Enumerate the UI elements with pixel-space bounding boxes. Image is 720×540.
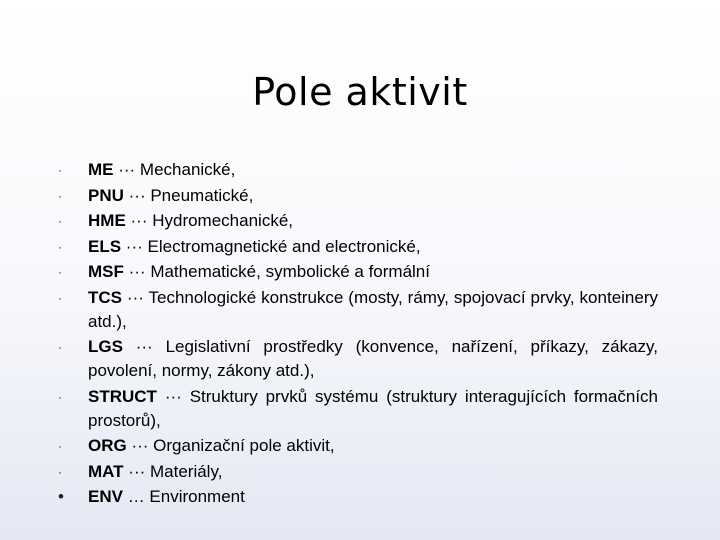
list-item [58,434,658,458]
list-item [58,184,658,208]
item-abbreviation: ENV [88,487,123,506]
item-abbreviation: LGS [88,337,123,356]
item-text: ··· Electromagnetické and electronické, [121,236,421,256]
bullet-icon: · [58,265,62,279]
item-abbreviation: ELS [88,236,122,256]
list-item [58,385,658,433]
bullet-icon: · [58,439,62,453]
item-text: ··· Mechanické, [113,160,236,179]
bullet-icon: · [58,214,62,228]
list-item [58,286,658,334]
item-abbreviation: PNU [88,185,124,205]
list-item [58,485,658,509]
item-abbreviation: STRUCT [88,386,157,406]
list-item [58,209,658,233]
item-abbreviation: ORG [88,436,127,455]
item-text: ··· Hydromechanické, [125,211,293,230]
item-abbreviation: ME [88,160,114,179]
bullet-icon: · [58,188,62,203]
item-text: ··· Pneumatické, [123,185,254,205]
item-text: ··· Legislativní prostředky (konvence, nařízení, příkazy, zákazy, povolení, normy, zákony atd.), [88,337,658,380]
bullet-icon: · [58,163,62,177]
bullet-icon: · [58,290,62,305]
list-item [58,235,658,259]
item-abbreviation: TCS [88,287,122,307]
item-abbreviation: MSF [88,262,124,281]
item-text: ··· Materiály, [123,461,223,481]
list-item [58,260,658,284]
slide-title: Pole aktivit [252,70,468,114]
item-text: ··· Mathematické, symbolické a formální [123,262,430,281]
item-text: ··· Organizační pole aktivit, [126,436,335,455]
item-abbreviation: MAT [88,461,124,481]
item-text: ··· Struktury prvků systému (struktury interagujících formačních prostorů), [88,386,658,430]
list-item [58,158,658,182]
bullet-icon: · [58,340,62,354]
bullet-list [58,158,658,511]
bullet-icon: · [58,389,62,404]
list-item [58,335,658,383]
bullet-icon: · [58,464,62,479]
bullet-icon: · [58,239,62,254]
item-text: … Environment [122,487,245,506]
list-item [58,460,658,484]
item-text: ··· Technologické konstrukce (mosty, rámy, spojovací prvky, konteinery atd.), [88,287,658,331]
item-abbreviation: HME [88,211,126,230]
bullet-icon: • [58,487,64,506]
